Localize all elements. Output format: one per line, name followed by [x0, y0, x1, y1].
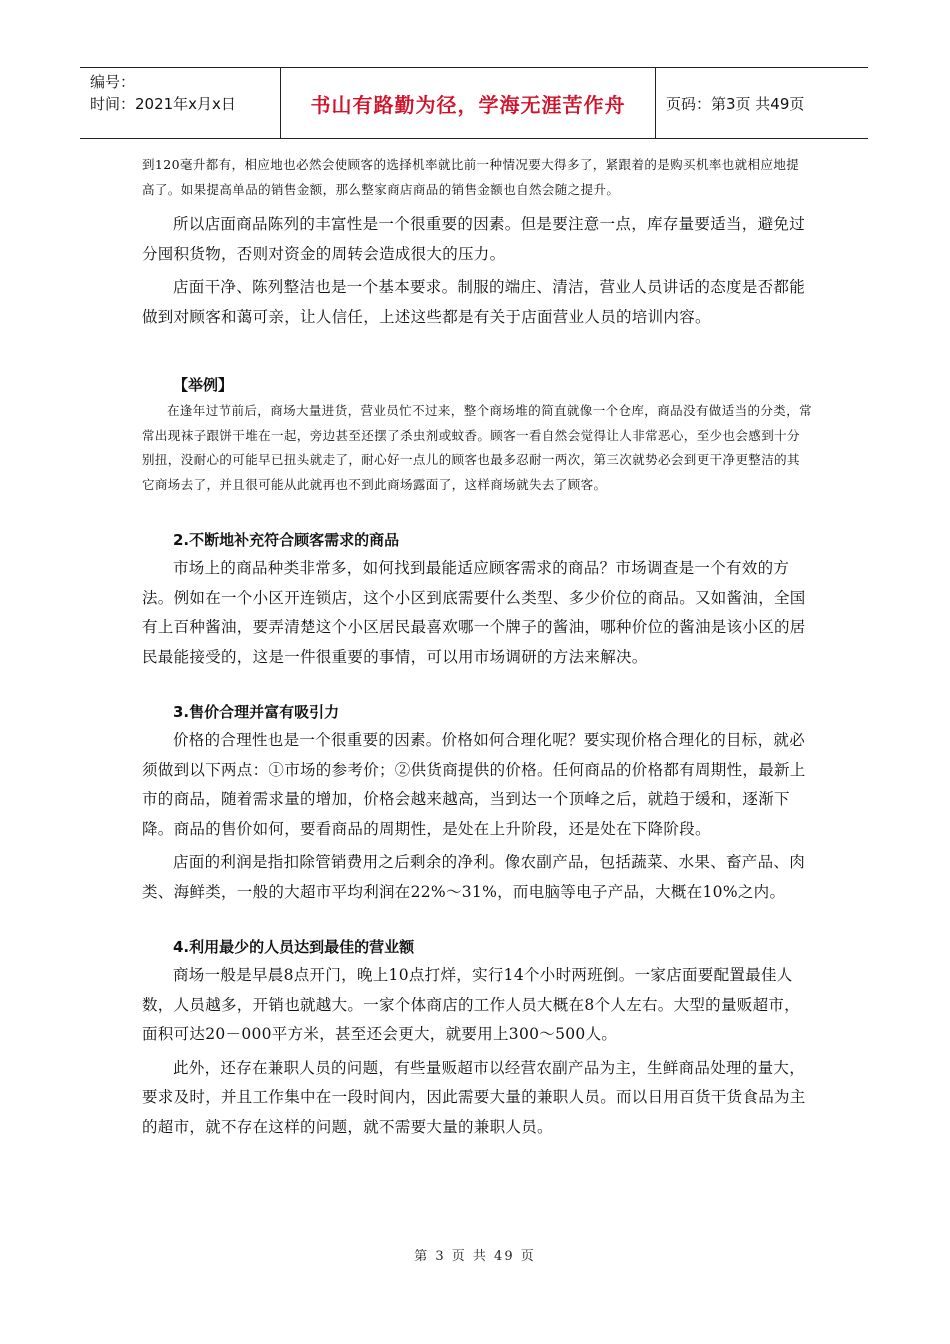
section-heading: 3.售价合理并富有吸引力 [173, 703, 340, 721]
body-paragraph: 此外，还存在兼职人员的问题，有些量贩超市以经营农副产品为主，生鲜商品处理的量大，要求及时，并且工作集中在一段时间内，因此需要大量的兼职人员。而以日用百货干货食品为主的超市，就不存在这样的问题，就不需要大量的兼职人员。 [142, 1058, 806, 1136]
example-label: 【举例】 [173, 376, 234, 394]
example-text: 在逢年过节前后，商场大量进货，营业员忙不过来，整个商场堆的简直就像一个仓库，商品没有做适当的分类，常常出现袜子跟饼干堆在一起，旁边甚至还摆了杀虫剂或蚊香。顾客一看自然会觉得让人非常恶心，至少也会感到十分别扭，没耐心的可能早已扭头就走了，耐心好一点儿的顾客也最多忍耐一两次，第三次就势必会到更干净更整洁的其它商场去了，并且很可能从此就再也不到此商场露面了，这样商场就失去了顾客。 [142, 403, 813, 492]
header-meta [80, 68, 280, 138]
document-body [142, 153, 812, 1142]
page-header [80, 67, 868, 139]
body-paragraph: 店面干净、陈列整洁也是一个基本要求。制服的端庄、清洁，营业人员讲话的态度是否都能做到对顾客和蔼可亲，让人信任，上述这些都是有关于店面营业人员的培训内容。 [142, 278, 806, 326]
body-paragraph: 店面的利润是指扣除管销费用之后剩余的净利。像农副产品，包括蔬菜、水果、畜产品、肉类、海鲜类，一般的大超市平均利润在22%～31%，而电脑等电子产品，大概在10%之内。 [142, 853, 806, 901]
header-motto: 书山有路勤为径，学海无涯苦作舟 [280, 68, 656, 138]
number-label: 编号： [90, 73, 136, 91]
intro-paragraph: 到120毫升都有，相应地也必然会使顾客的选择机率就比前一种情况要大得多了，紧跟着的是购买机率也就相应地提高了。如果提高单品的销售金额，那么整家商店商品的销售金额也自然会随之提升。 [142, 157, 800, 197]
body-paragraph: 商场一般是早晨8点开门，晚上10点打烊，实行14个小时两班倒。一家店面要配置最佳人数，人员越多，开销也就越大。一家个体商店的工作人员大概在8个人左右。大型的量贩超市，面积可达20－000平方米，甚至还会更大，就要用上300～500人。 [142, 966, 800, 1043]
section-heading: 2.不断地补充符合顾客需求的商品 [173, 531, 400, 549]
body-paragraph: 市场上的商品种类非常多，如何找到最能适应顾客需求的商品？市场调查是一个有效的方法。例如在一个小区开连锁店，这个小区到底需要什么类型、多少价位的商品。又如酱油，全国有上百种酱油，要弄清楚这个小区居民最喜欢哪一个牌子的酱油，哪种价位的酱油是该小区的居民最能接受的，这是一件很重要的事情，可以用市场调研的方法来解决。 [142, 559, 806, 666]
page-footer: 第 3 页 共 49 页 [414, 1249, 536, 1264]
body-paragraph: 所以店面商品陈列的丰富性是一个很重要的因素。但是要注意一点，库存量要适当，避免过分囤积货物，否则对资金的周转会造成很大的压力。 [142, 215, 806, 263]
body-paragraph: 价格的合理性也是一个很重要的因素。价格如何合理化呢？要实现价格合理化的目标，就必须做到以下两点：①市场的参考价；②供货商提供的价格。任何商品的价格都有周期性，最新上市的商品，随着需求量的增加，价格会越来越高，当到达一个顶峰之后，就趋于缓和，逐渐下降。商品的售价如何，要看商品的周期性，是处在上升阶段，还是处在下降阶段。 [142, 731, 806, 838]
section-heading: 4.利用最少的人员达到最佳的营业额 [173, 938, 415, 956]
header-page-info: 页码：第3页 共49页 [666, 94, 805, 113]
time-label: 时间：2021年x月x日 [90, 95, 236, 113]
